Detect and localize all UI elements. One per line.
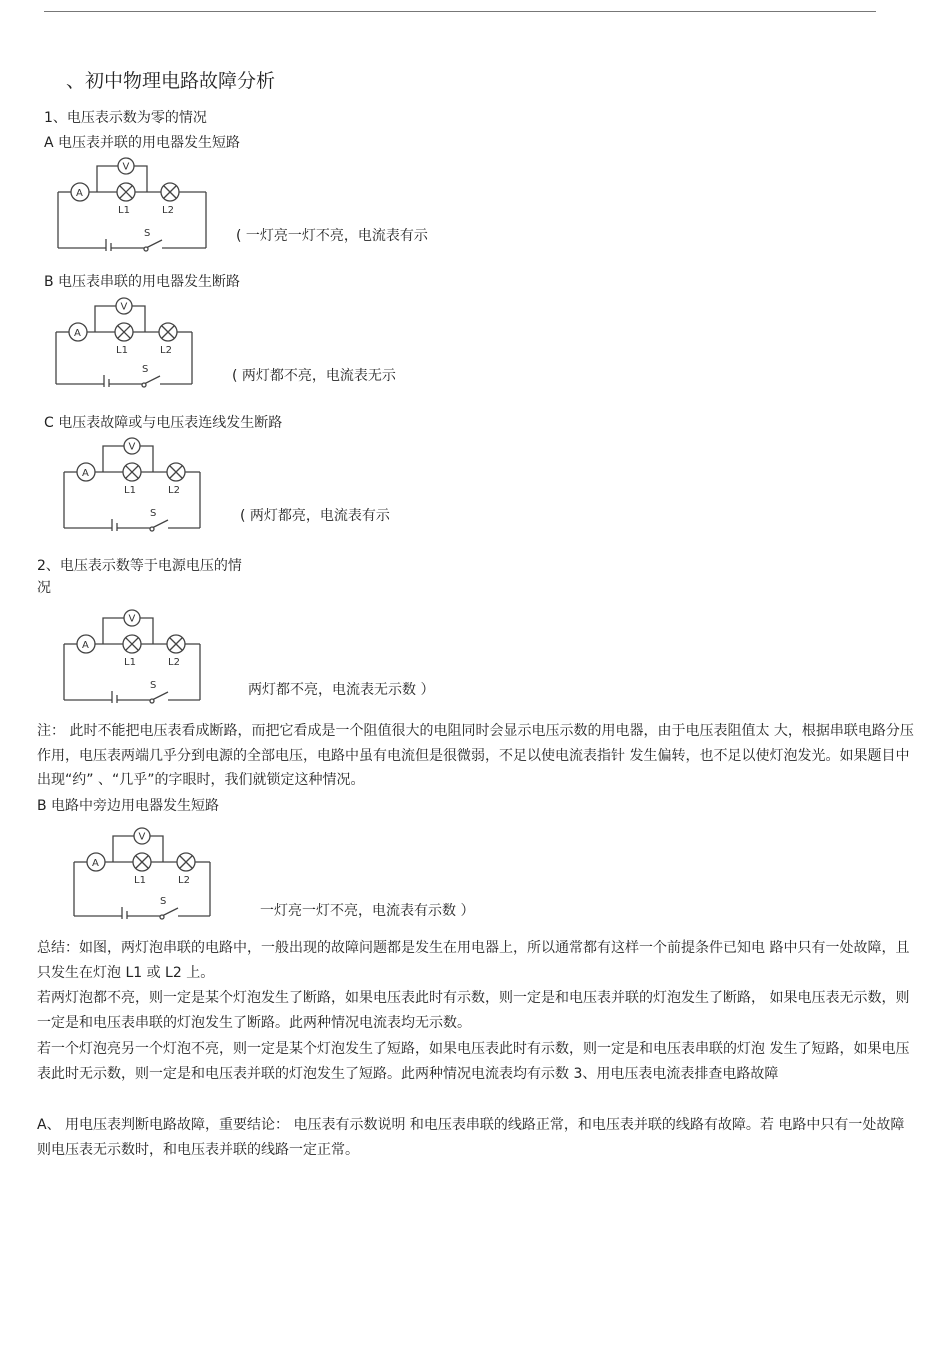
voltmeter-label: V: [128, 613, 136, 625]
switch-blade: [146, 240, 162, 248]
summary-paragraph-3: 若一个灯泡亮另一个灯泡不亮，则一定是某个灯泡发生了短路，如果电压表此时有示数，则一定是和电压表串联的灯泡 发生了短路，如果电压表此时无示数，则一定是和电压表并联的灯泡发生了短路。此两种情况电流表均有示数 3、用电压表电流表排查电路故障: [37, 1041, 910, 1082]
voltmeter-lead-right: [140, 446, 153, 472]
section2-case-b-note: 一灯亮一灯不亮，电流表有示数 ）: [260, 903, 475, 919]
lamp-l2-label: L2: [162, 205, 174, 216]
section2-case-b-label: B 电路中旁边用电器发生短路: [37, 798, 220, 814]
summary-paragraph-1: 总结：如图，两灯泡串联的电路中，一般出现的故障问题都是发生在用电器上，所以通常都有这样一个前提条件已知电 路中只有一处故障，且只发生在灯泡 L1 或 L2 上。: [37, 940, 910, 981]
case-b-label: B 电压表串联的用电器发生断路: [44, 274, 241, 290]
switch-label: S: [150, 508, 157, 519]
switch-blade: [152, 520, 168, 528]
circuit-diagram-1c: [60, 434, 208, 536]
section2-heading: 2、电压表示数等于电源电压的情: [37, 558, 242, 574]
switch-blade: [152, 692, 168, 700]
switch-pivot: [160, 915, 164, 919]
voltmeter-lead-left: [113, 836, 134, 862]
voltmeter-label: V: [120, 301, 128, 313]
voltmeter-label: V: [122, 161, 130, 173]
ammeter-label: A: [76, 188, 83, 199]
page-title: 、初中物理电路故障分析: [66, 70, 276, 92]
circuit-diagram-2b: [70, 824, 218, 924]
switch-pivot: [150, 527, 154, 531]
lamp-l1-label: L1: [116, 345, 128, 356]
circuit-diagram-1a: [54, 154, 214, 256]
switch-pivot: [142, 383, 146, 387]
switch-label: S: [160, 896, 167, 907]
voltmeter-lead-right: [140, 618, 153, 644]
lamp-l2-label: L2: [160, 345, 172, 356]
ammeter-label: A: [82, 640, 89, 651]
summary-paragraph-4: A、 用电压表判断电路故障，重要结论： 电压表有示数说明 和电压表串联的线路正常，和电压表并联的线路有故障。若 电路中只有一处故障则电压表无示数时，和电压表并联的线路一定正常。: [37, 1117, 905, 1158]
voltmeter-lead-left: [97, 166, 118, 192]
section1-heading: 1、电压表示数为零的情况: [44, 110, 207, 126]
circuit-diagram-1b: [52, 294, 200, 392]
voltmeter-lead-left: [103, 446, 124, 472]
voltmeter-lead-right: [132, 306, 145, 332]
ammeter-label: A: [82, 468, 89, 479]
switch-label: S: [142, 364, 149, 375]
switch-pivot: [144, 247, 148, 251]
case-c-label: C 电压表故障或与电压表连线发生断路: [44, 415, 283, 431]
case-a-label: A 电压表并联的用电器发生短路: [44, 135, 241, 151]
case-a-note: ( 一灯亮一灯不亮，电流表有示: [236, 228, 428, 244]
switch-label: S: [144, 228, 151, 239]
lamp-l2-label: L2: [168, 485, 180, 496]
circuit-diagram-2a: [60, 606, 208, 708]
remark-paragraph: 注： 此时不能把电压表看成断路，而把它看成是一个阻值很大的电阻同时会显示电压示数的用电器，由于电压表阻值太 大，根据串联电路分压作用，电压表两端几乎分到电源的全部电压，电路中虽有电流但是很微弱，不足以使电流表指针 发生偏转，也不足以使灯泡发光。如果题目中出现“约” 、“几乎”的字眼时，我们就锁定这种情况。: [37, 723, 914, 788]
switch-pivot: [150, 699, 154, 703]
switch-label: S: [150, 680, 157, 691]
lamp-l1-label: L1: [124, 485, 136, 496]
switch-blade: [144, 376, 160, 384]
switch-blade: [162, 908, 178, 916]
lamp-l2-label: L2: [178, 875, 190, 886]
voltmeter-lead-right: [150, 836, 163, 862]
case-b-note: ( 两灯都不亮，电流表无示: [232, 368, 396, 384]
lamp-l1-label: L1: [124, 657, 136, 668]
lamp-l1-label: L1: [134, 875, 146, 886]
top-rule: [44, 11, 876, 12]
ammeter-label: A: [92, 858, 99, 869]
case-c-note: ( 两灯都亮，电流表有示: [240, 508, 390, 524]
voltmeter-lead-left: [95, 306, 116, 332]
voltmeter-label: V: [138, 831, 146, 843]
section2-heading-cont: 况: [37, 580, 51, 596]
voltmeter-lead-left: [103, 618, 124, 644]
summary-paragraph-2: 若两灯泡都不亮，则一定是某个灯泡发生了断路，如果电压表此时有示数，则一定是和电压表并联的灯泡发生了断路， 如果电压表无示数，则一定是和电压表串联的灯泡发生了断路。此两种情况电流表均无示数。: [37, 990, 910, 1031]
lamp-l1-label: L1: [118, 205, 130, 216]
voltmeter-label: V: [128, 441, 136, 453]
ammeter-label: A: [74, 328, 81, 339]
lamp-l2-label: L2: [168, 657, 180, 668]
voltmeter-lead-right: [134, 166, 147, 192]
section2-case-a-note: 两灯都不亮，电流表无示数 ）: [248, 682, 435, 698]
